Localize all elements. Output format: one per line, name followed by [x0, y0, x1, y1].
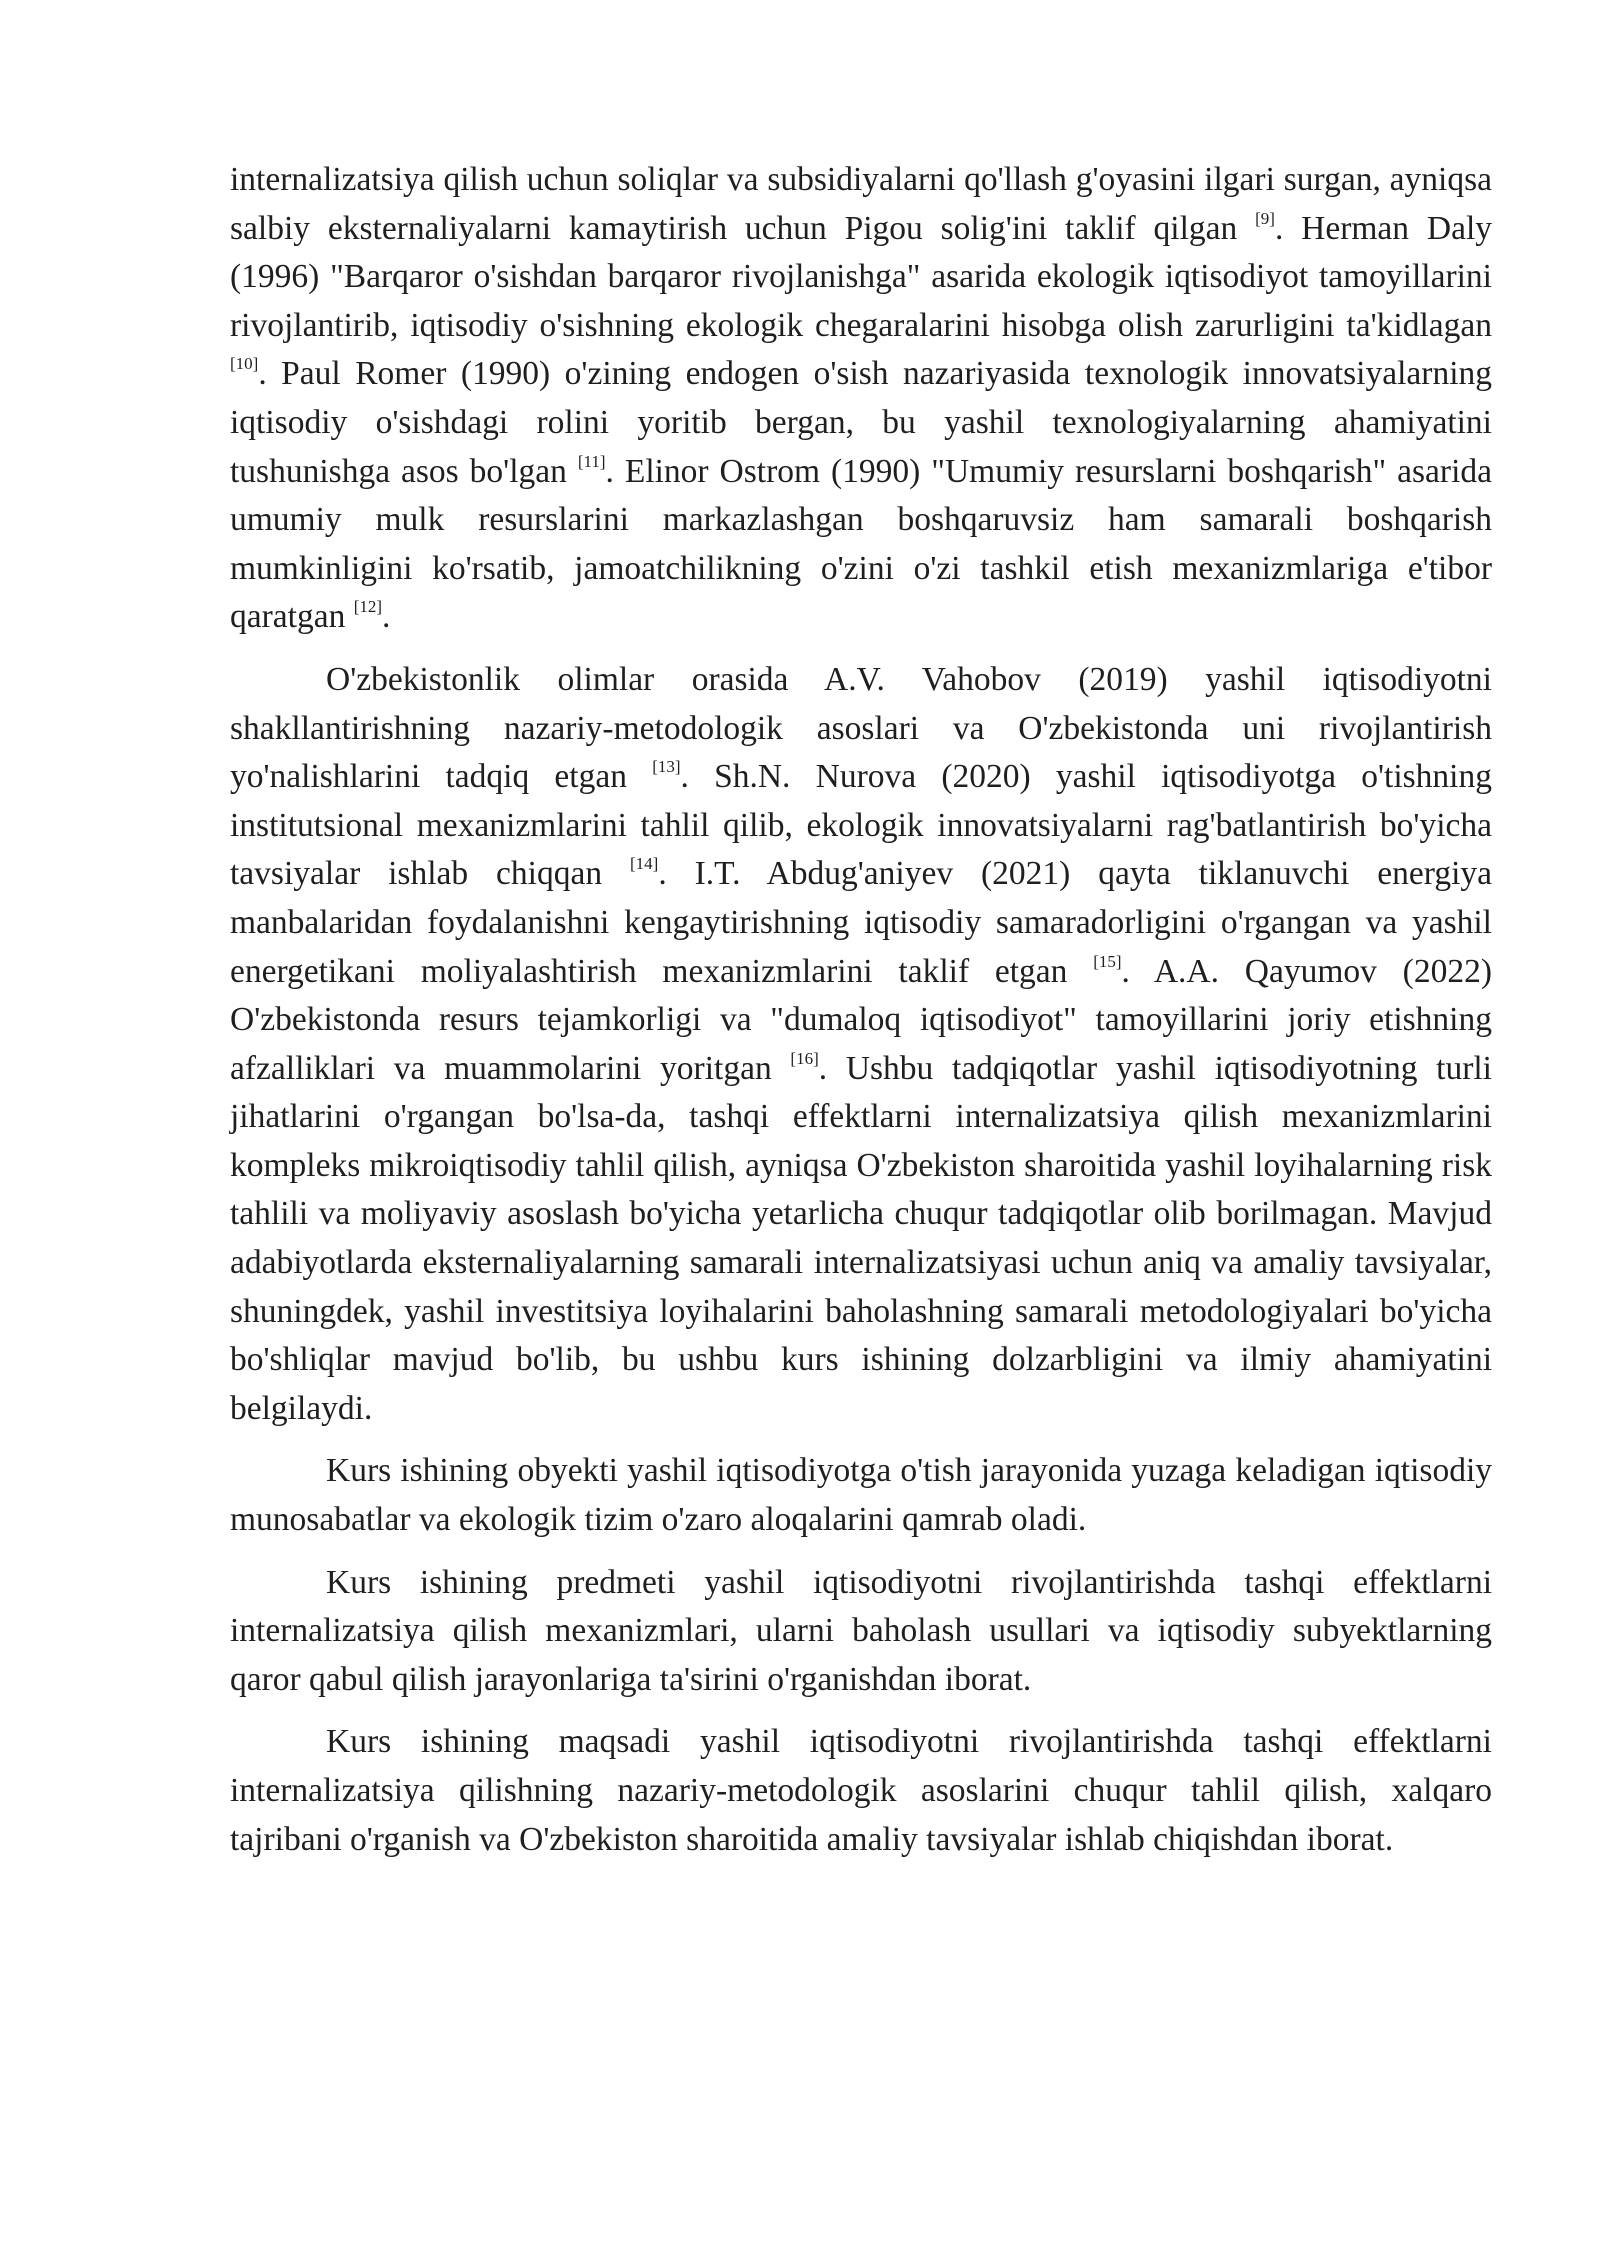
paragraph-text: Kurs ishining predmeti yashil iqtisodiyotni rivojlantirishda tashqi effektlarni internalizatsiya qilish mexanizmlari, ularni baholash usullari va iqtisodiy subyektlarning qaror qabul qilish jarayonlariga ta'sirini o'rganishdan iborat. [230, 1563, 1492, 1698]
paragraph-text: . Paul Romer (1990) o'zining endogen o'sish nazariyasida texnologik innovatsiyalarning iqtisodiy o'sishdagi rolini yoritib bergan, bu yashil texnologiyalarning ahamiyatini tushunishga asos bo'lgan [230, 355, 1492, 490]
body-paragraph [230, 1559, 1492, 1705]
paragraph-text: . Sh.N. Nurova (2020) yashil iqtisodiyotga o'tishning institutsional mexanizmlarini tahlil qilib, ekologik innovatsiyalarni rag'batlantirish bo'yicha tavsiyalar ishlab chiqqan [230, 758, 1492, 893]
paragraph-text: . I.T. Abdug'aniyev (2021) qayta tiklanuvchi energiya manbalaridan foydalanishni kengaytirishning iqtisodiy samaradorligini o'rgangan va yashil energetikani moliyalashtirish mexanizmlarini taklif etgan [230, 855, 1492, 990]
citation-reference: [11] [577, 451, 606, 471]
body-paragraph [230, 1718, 1492, 1864]
citation-reference: [14] [630, 854, 659, 874]
document-page [230, 156, 1492, 1878]
body-paragraph [230, 656, 1492, 1434]
paragraph-text: . Ushbu tadqiqotlar yashil iqtisodiyotning turli jihatlarini o'rgangan bo'lsa-da, tashqi effektlarni internalizatsiya qilish mexanizmlarini kompleks mikroiqtisodiy tahlil qilish, ayniqsa O'zbekiston sharoitida yashil loyihalarning risk tahlili va moliyaviy asoslash bo'yicha yetarlicha chuqur tadqiqotlar olib borilmagan. Mavjud adabiyotlarda eksternaliyalarning samarali internalizatsiyasi uchun aniq va amaliy tavsiyalar, shuningdek, yashil investitsiya loyihalarini baholashning samarali metodologiyalari bo'yicha bo'shliqlar mavjud bo'lib, bu ushbu kurs ishining dolzarbligini va ilmiy ahamiyatini belgilaydi. [230, 1049, 1492, 1427]
citation-reference: [10] [230, 354, 259, 374]
paragraph-text: internalizatsiya qilish uchun soliqlar va subsidiyalarni qo'llash g'oyasini ilgari surgan, ayniqsa salbiy eksternaliyalarni kamaytirish uchun Pigou solig'ini taklif qilgan [230, 161, 1492, 247]
citation-reference: [12] [353, 597, 383, 617]
paragraph-text: Kurs ishining obyekti yashil iqtisodiyotga o'tish jarayonida yuzaga keladigan iqtisodiy munosabatlar va ekologik tizim o'zaro aloqalarini qamrab oladi. [230, 1452, 1492, 1539]
citation-reference: [15] [1093, 951, 1122, 971]
paragraph-text: . A.A. Qayumov (2022) O'zbekistonda resurs tejamkorligi va "dumaloq iqtisodiyot" tamoyillarini joriy etishning afzalliklari va muammolarini yoritgan [230, 952, 1492, 1087]
paragraph-text: Kurs ishining maqsadi yashil iqtisodiyotni rivojlantirishda tashqi effektlarni internalizatsiya qilishning nazariy-metodologik asoslarini chuqur tahlil qilish, xalqaro tajribani o'rganish va O'zbekiston sharoitida amaliy tavsiyalar ishlab chiqishdan iborat. [230, 1723, 1492, 1858]
citation-reference: [16] [790, 1048, 819, 1068]
paragraph-text: . Herman Daly (1996) "Barqaror o'sishdan barqaror rivojlanishga" asarida ekologik iqtisodiyot tamoyillarini rivojlantirib, iqtisodiy o'sishning ekologik chegaralarini hisobga olish zarurligini ta'kidlagan [230, 209, 1493, 344]
citation-reference: [9] [1255, 208, 1275, 228]
paragraph-text: . [382, 598, 391, 636]
body-paragraph [230, 156, 1492, 642]
paragraph-text: O'zbekistonlik olimlar orasida A.V. Vahobov (2019) yashil iqtisodiyotni shakllantirishning nazariy-metodologik asoslari va O'zbekistonda uni rivojlantirish yo'nalishlarini tadqiq etgan [230, 660, 1492, 796]
citation-reference: [13] [652, 757, 681, 777]
paragraph-text: . Elinor Ostrom (1990) "Umumiy resurslarni boshqarish" asarida umumiy mulk resurslarini markazlashgan boshqaruvsiz ham samarali boshqarish mumkinligini ko'rsatib, jamoatchilikning o'zini o'zi tashkil etish mexanizmlariga e'tibor qaratgan [230, 452, 1492, 636]
body-paragraph [230, 1447, 1492, 1544]
